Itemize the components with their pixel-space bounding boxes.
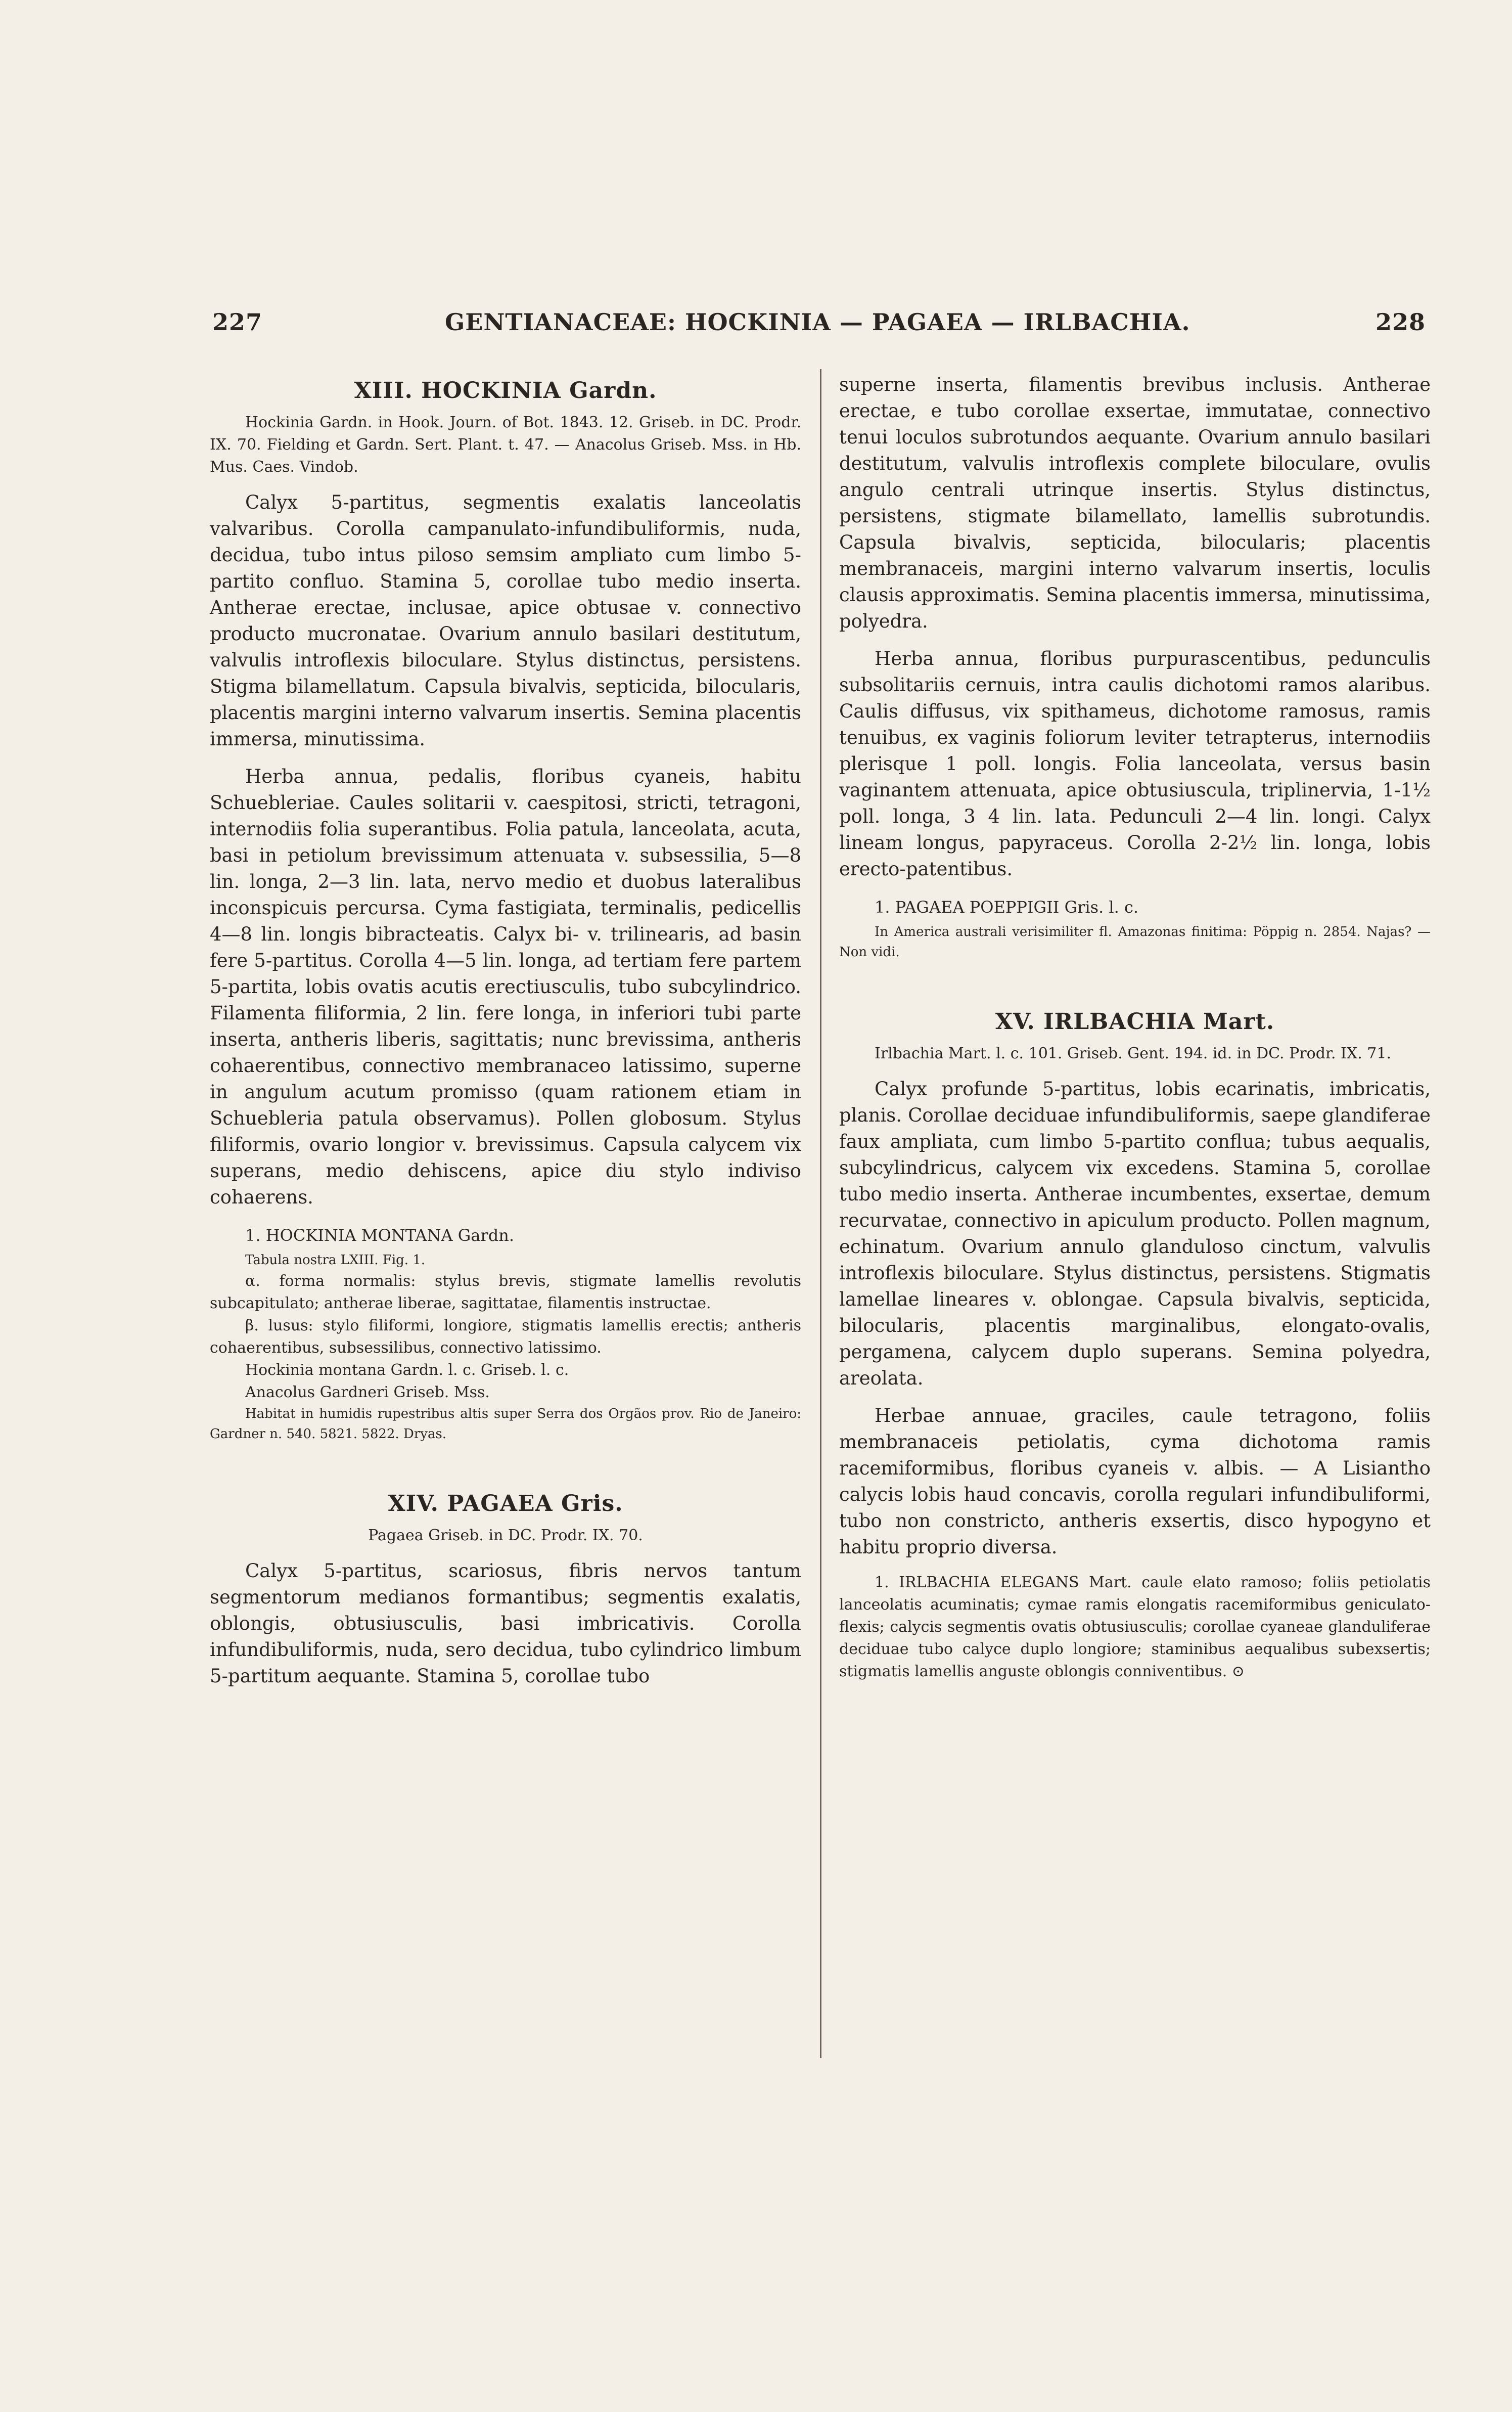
habit-description: Herbae annuae, graciles, caule tetragono, foliis membranaceis petiolatis, cyma dichotoma ramis racemiformibus, floribus cyaneis v. albis. — A Lisiantho calycis lobis haud concavis, corolla regulari infundibuliformi, tubo non constricto, antheris exsertis, disco hypogyno et habitu proprio diversa. <box>839 1405 1431 1558</box>
genus-description: Calyx 5-partitus, scariosus, fibris nervos tantum segmentorum medianos formantibus; segmentis exalatis, oblongis, obtusiusculis, basi imbricativis. Corolla infundibuliformis, nuda, sero decidua, tubo cylindrico limbum 5-partitum aequante. Stamina 5, corollae tubo <box>210 1560 801 1687</box>
running-title: GENTIANACEAE: HOCKINIA — PAGAEA — IRLBACHIA. <box>445 308 1190 336</box>
column-divider <box>820 369 821 2058</box>
genus-synonymy: Irlbachia Mart. l. c. 101. Griseb. Gent. 194. id. in DC. Prodr. IX. 71. <box>875 1045 1392 1062</box>
synonym-line: Hockinia montana Gardn. l. c. Griseb. l. c. <box>245 1361 569 1379</box>
species-heading: 1. HOCKINIA MONTANA Gardn. <box>245 1226 514 1245</box>
genus-synonymy: Pagaea Griseb. in DC. Prodr. IX. 70. <box>368 1527 643 1544</box>
variety-beta: β. lusus: stylo filiformi, longiore, stigmatis lamellis erectis; antheris cohaerentibus, subsessilibus, connectivo latissimo. <box>210 1317 801 1357</box>
genus-synonymy: Hockinia Gardn. in Hook. Journ. of Bot. 1843. 12. Griseb. in DC. Prodr. IX. 70. Fielding et Gardn. Sert. Plant. t. 47. — Anacolus Griseb. Mss. in Hb. Mus. Caes. Vindob. <box>210 414 801 476</box>
habitat-note: Habitat in humidis rupestribus altis super Serra dos Orgãos prov. Rio de Janeiro: Gardner n. 540. 5821. 5822. Dryas. <box>210 1406 801 1442</box>
genus-description-continued: superne inserta, filamentis brevibus inclusis. Antherae erectae, e tubo corollae exsertae, immutatae, connectivo tenui loculos subrotundos aequante. Ovarium annulo basilari destitutum, valvulis introflexis complete biloculare, ovulis angulo centrali utrinque insertis. Stylus distinctus, persistens, stigmate bilamellato, lamellis subrotundis. Capsula bivalvis, septicida, bilocularis; placentis membranaceis, margini interno valvarum insertis, loculis clausis approximatis. Semina placentis immersa, minutissima, polyedra. <box>839 374 1431 632</box>
annual-symbol: ⊙ <box>1231 1663 1245 1680</box>
habitat-note: In America australi verisimiliter fl. Amazonas finitima: Pöppig n. 2854. Najas? — Non vidi. <box>839 924 1431 960</box>
habit-description: Herba annua, floribus purpurascentibus, pedunculis subsolitariis cernuis, intra caulis dichotomi ramos alaribus. Caulis diffusus, vix spithameus, dichotome ramosus, ramis tenuibus, ex vaginis foliorum leviter tetrapterus, internodiis plerisque 1 poll. longis. Folia lanceolata, versus basin vaginantem attenuata, apice obtusiuscula, triplinervia, 1-1½ poll. longa, 3 4 lin. lata. Pedunculi 2—4 lin. longi. Calyx lineam longus, papyraceus. Corolla 2-2½ lin. longa, lobis erecto-patentibus. <box>839 648 1431 880</box>
variety-alpha: α. forma normalis: stylus brevis, stigmate lamellis revolutis subcapitulato; antherae liberae, sagittatae, filamentis instructae. <box>210 1272 801 1312</box>
plate-reference: Tabula nostra LXIII. Fig. 1. <box>245 1253 426 1268</box>
genus-heading-hockinia: XIII. HOCKINIA Gardn. <box>354 378 657 404</box>
right-column <box>839 372 1431 1683</box>
synonym-line: Anacolus Gardneri Griseb. Mss. <box>245 1383 490 1401</box>
page-number-right: 228 <box>1375 308 1426 336</box>
genus-heading-irlbachia: XV. IRLBACHIA Mart. <box>995 1009 1275 1035</box>
genus-description: Calyx 5-partitus, segmentis exalatis lanceolatis valvaribus. Corolla campanulato-infundibuliformis, nuda, decidua, tubo intus piloso semsim ampliato cum limbo 5-partito confluo. Stamina 5, corollae tubo medio inserta. Antherae erectae, inclusae, apice obtusae v. connectivo producto mucronatae. Ovarium annulo basilari destitutum, valvulis introflexis biloculare. Stylus distinctus, persistens. Stigma bilamellatum. Capsula bivalvis, septicida, bilocularis, placentis margini interno valvarum insertis. Semina placentis immersa, minutissima. <box>210 492 801 750</box>
habit-description: Herba annua, pedalis, floribus cyaneis, habitu Schuebleriae. Caules solitarii v. caespitosi, stricti, tetragoni, internodiis folia superantibus. Folia patula, lanceolata, acuta, basi in petiolum brevissimum attenuata v. subsessilia, 5—8 lin. longa, 2—3 lin. lata, nervo medio et duobus lateralibus inconspicuis percursa. Cyma fastigiata, terminalis, pedicellis 4—8 lin. longis bibracteatis. Calyx bi- v. trilinearis, ad basin fere 5-partitus. Corolla 4—5 lin. longa, ad tertiam fere partem 5-partita, lobis ovatis acutis erectiusculis, tubo subcylindrico. Filamenta filiformia, 2 lin. fere longa, in inferiori tubi parte inserta, antheris liberis, sagittatis; nunc brevissima, antheris cohaerentibus, connectivo membranaceo latissimo, superne in angulum acutum promisso (quam rationem etiam in Schuebleria patula observamus). Pollen globosum. Stylus filiformis, ovario longior v. brevissimus. Capsula calycem vix superans, medio dehiscens, apice diu stylo indiviso cohaerens. <box>210 766 801 1208</box>
genus-description: Calyx profunde 5-partitus, lobis ecarinatis, imbricatis, planis. Corollae deciduae infundibuliformis, saepe glandiferae faux ampliata, cum limbo 5-partito conflua; tubus aequalis, subcylindricus, calycem vix excedens. Stamina 5, corollae tubo medio inserta. Antherae incumbentes, exsertae, demum recurvatae, connectivo in apiculum producto. Pollen magnum, echinatum. Ovarium annulo glanduloso cinctum, valvulis introflexis biloculare. Stylus distinctus, persistens. Stigmatis lamellae lineares v. oblongae. Capsula bivalvis, septicida, bilocularis, placentis marginalibus, elongato-ovalis, pergamena, calycem duplo superans. Semina polyedra, areolata. <box>839 1078 1431 1389</box>
species-heading: 1. PAGAEA POEPPIGII Gris. l. c. <box>875 898 1139 917</box>
page-number-left: 227 <box>212 308 263 336</box>
species-description <box>839 1572 1431 1683</box>
species-text: 1. IRLBACHIA ELEGANS Mart. caule elato ramoso; foliis petiolatis lanceolatis acuminatis; cymae ramis elongatis racemiformibus geniculato-flexis; calycis segmentis ovatis obtusiusculis; corollae cyaneae glanduliferae deciduae tubo calyce duplo longiore; staminibus aequalibus subexsertis; stigmatis lamellis anguste oblongis conniventibus. <box>839 1574 1431 1680</box>
left-column <box>210 372 801 1689</box>
running-header <box>212 308 1426 359</box>
genus-heading-pagaea: XIV. PAGAEA Gris. <box>388 1491 623 1516</box>
